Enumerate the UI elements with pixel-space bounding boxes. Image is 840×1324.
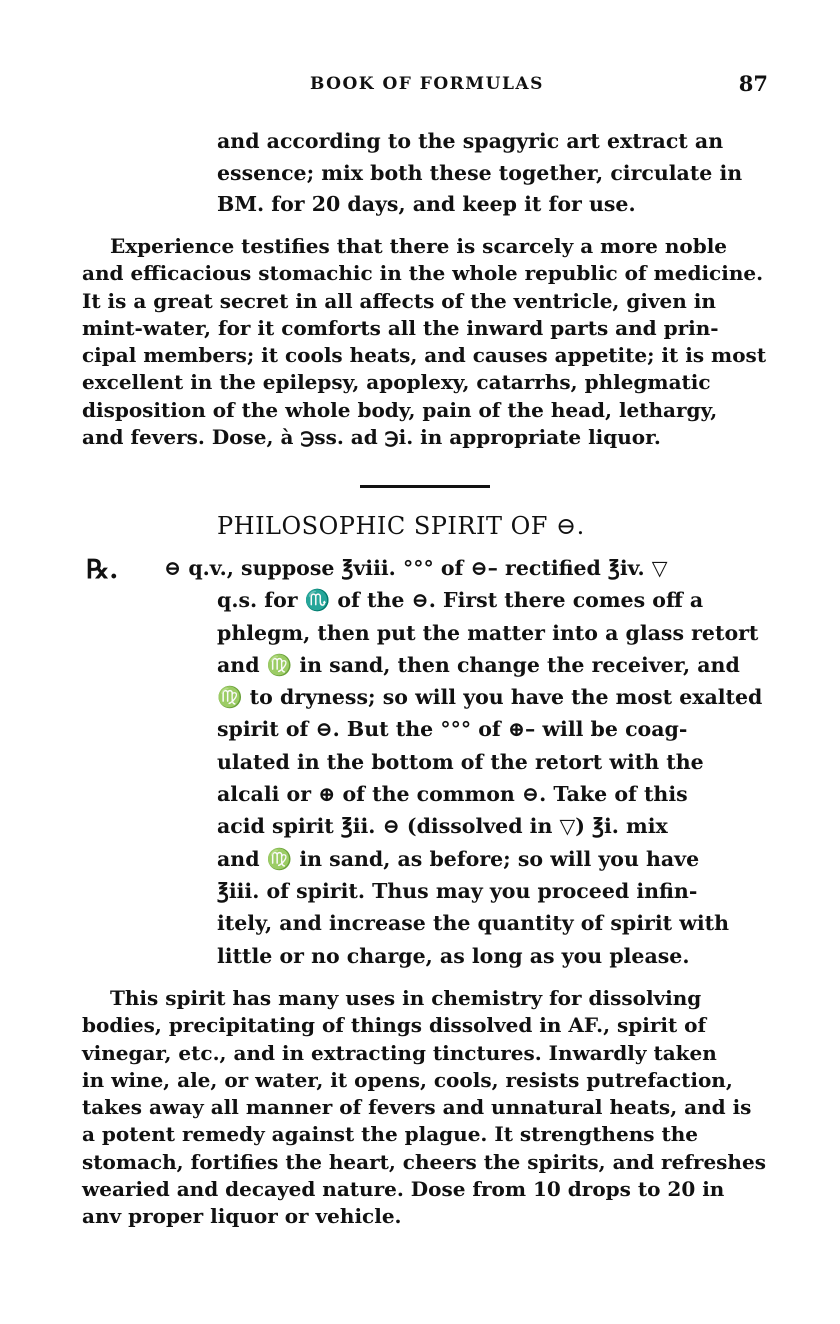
text-line: takes away all manner of fevers and unnatural heats, and is [82, 1095, 752, 1120]
text-line: spirit of ⊖. But the °°° of ⊕– will be coag- [217, 717, 688, 742]
text-line: excellent in the epilepsy, apoplexy, catarrhs, phlegmatic [82, 370, 711, 395]
text-line: a potent remedy against the plague. It strengthens the [82, 1122, 698, 1147]
experience-paragraph [82, 233, 768, 451]
text-line: BM. for 20 days, and keep it for use. [217, 192, 636, 216]
text-line: in wine, ale, or water, it opens, cools, resists putrefaction, [82, 1067, 733, 1092]
section-divider [360, 485, 490, 488]
text-line: Experience testifies that there is scarcely a more noble [110, 234, 728, 258]
recipe-body [164, 552, 768, 972]
text-line: ℥iii. of spirit. Thus may you proceed infin- [217, 878, 698, 903]
text-line: itely, and increase the quantity of spirit with [217, 911, 730, 936]
text-line: bodies, precipitating of things dissolved in AF., spirit of [82, 1013, 707, 1038]
text-line: acid spirit ℥ii. ⊖ (dissolved in ▽) ℥i. mix [217, 814, 668, 839]
text-line: This spirit has many uses in chemistry for dissolving [110, 986, 702, 1010]
recipe-lines [217, 584, 768, 972]
uses-paragraph [82, 985, 768, 1231]
text-line: vinegar, etc., and in extracting tinctures. Inwardly taken [82, 1040, 717, 1065]
text-line: and according to the spagyric art extract an [217, 129, 724, 153]
text-line: stomach, fortifies the heart, cheers the spirits, and refreshes [82, 1149, 766, 1174]
text-line: q.s. for ♏ of the ⊖. First there comes off a [217, 588, 704, 613]
text-line: essence; mix both these together, circulate in [217, 160, 743, 185]
text-line: alcali or ⊕ of the common ⊖. Take of this [217, 782, 688, 807]
text-line: disposition of the whole body, pain of the head, lethargy, [82, 397, 718, 422]
text-line: and ♍ in sand, then change the receiver, and [217, 652, 740, 677]
text-line: mint-water, for it comforts all the inward parts and prin- [82, 315, 719, 340]
text-line: ulated in the bottom of the retort with the [217, 749, 704, 774]
text-line: cipal members; it cools heats, and causes appetite; it is most [82, 343, 767, 368]
page-number: 87 [738, 71, 768, 96]
page-header [0, 71, 840, 98]
continuation-paragraph [217, 126, 765, 221]
recipe-first-line: ⊖ q.v., suppose ℥viii. °°° of ⊖– rectified ℥iv. ▽ [164, 556, 668, 580]
text-line: little or no charge, as long as you please. [217, 943, 690, 968]
section-title: PHILOSOPHIC SPIRIT OF ⊖. [217, 512, 585, 540]
text-line: and efficacious stomachic in the whole republic of medicine. [82, 261, 764, 286]
text-line: anv proper liquor or vehicle. [82, 1204, 402, 1229]
recipe-symbol: ℞. [86, 555, 119, 585]
text-line: wearied and decayed nature. Dose from 10 drops to 20 in [82, 1177, 725, 1202]
text-line: and ♍ in sand, as before; so will you have [217, 846, 700, 871]
text-line: ♍ to dryness; so will you have the most exalted [217, 685, 763, 710]
text-line: phlegm, then put the matter into a glass retort [217, 620, 759, 645]
running-title: BOOK OF FORMULAS [310, 74, 544, 94]
text-line: It is a great secret in all affects of the ventricle, given in [82, 288, 716, 313]
text-line: and fevers. Dose, à ℈ss. ad ℈i. in appropriate liquor. [82, 425, 661, 450]
